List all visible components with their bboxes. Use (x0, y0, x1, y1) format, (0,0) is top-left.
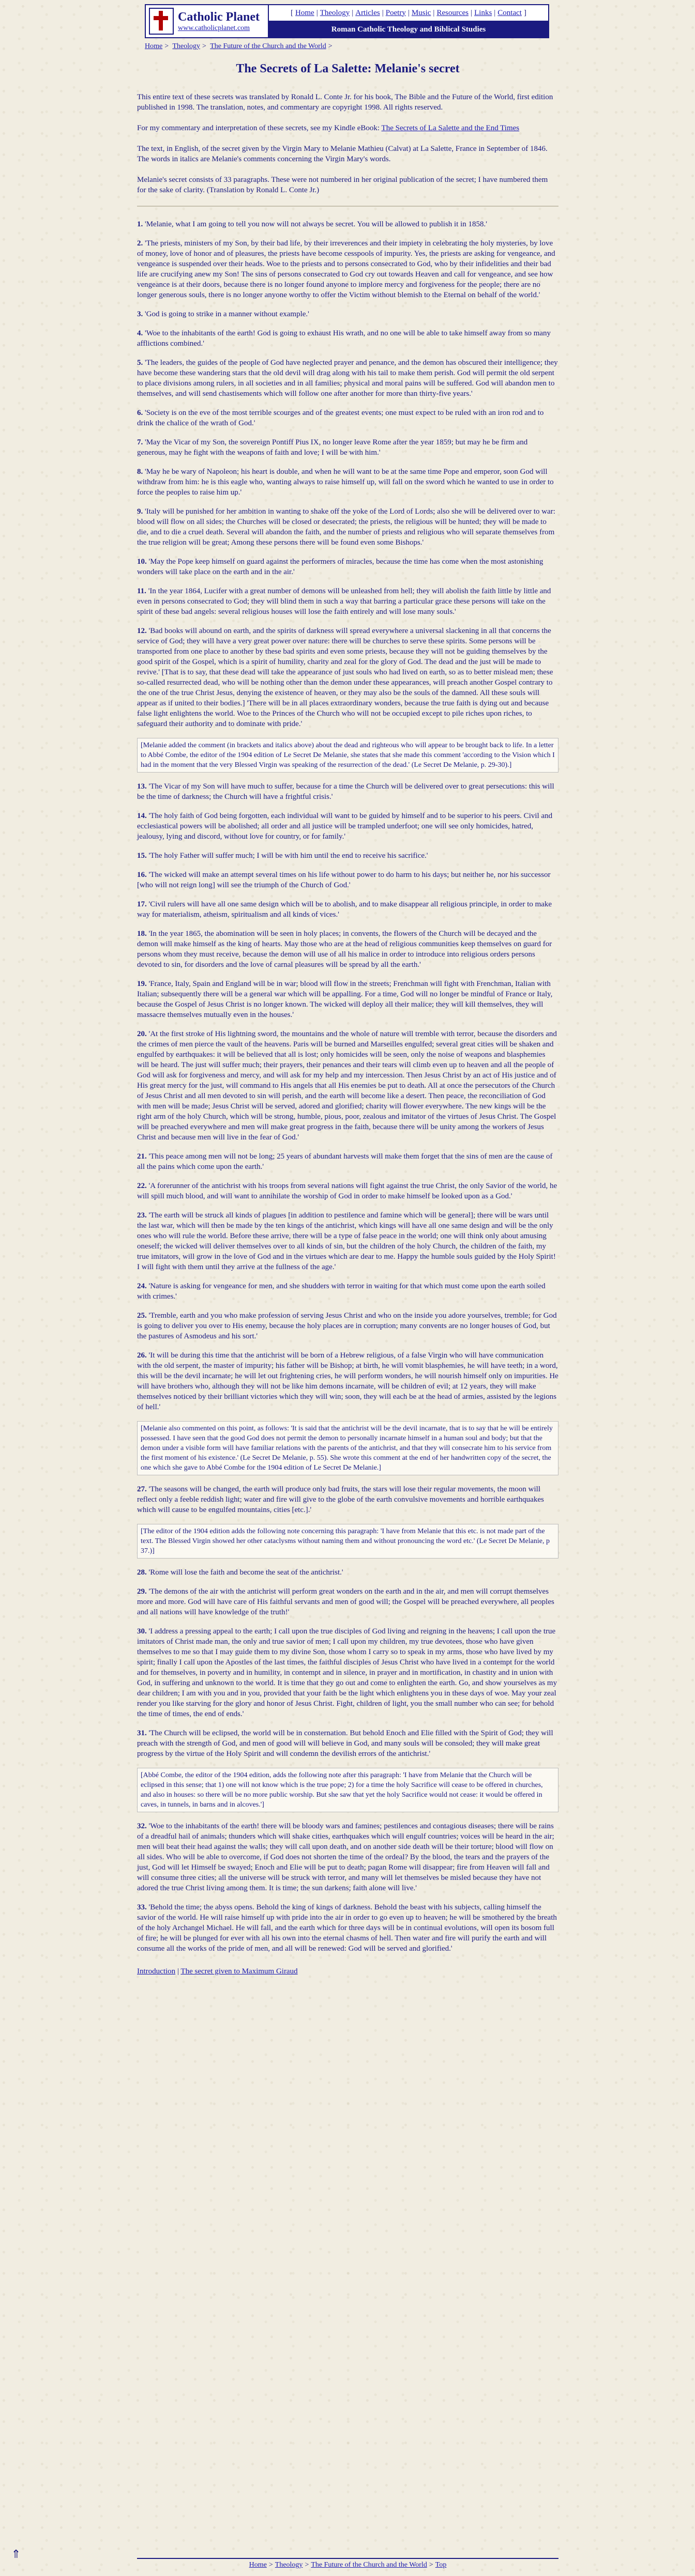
secret-paragraph (137, 1281, 558, 1302)
paragraph-text: 'May the Vicar of my Son, the sovereign Pontiff Pius IX, no longer leave Rome after the year 1859; but may he be firm and generous, may he fight with the weapons of faith and love; I will be with him.' (137, 438, 528, 457)
footer-links: Introduction | The secret given to Maximum Giraud (137, 1967, 298, 1976)
paragraph-number: 8. (137, 468, 143, 476)
paragraph-number: 20. (137, 1030, 147, 1038)
paragraph-number: 1. (137, 220, 143, 228)
paragraph-number: 25. (137, 1312, 147, 1320)
secret-paragraph (137, 1728, 558, 1759)
paragraph-number: 24. (137, 1282, 147, 1290)
paragraph-text: 'The seasons will be changed, the earth will produce only bad fruits, the stars will lose their regular movements, the moon will reflect only a feeble reddish light; water and fire will give to the globe of the earth convulsive movements and horrible earthquakes which will cause to be engulfed mountains, cities [etc.].' (137, 1485, 544, 1514)
paragraph-text: 'The holy faith of God being forgotten, each individual will want to be guided by himself and to be superior to his peers. Civil and ecclesiastical powers will be abolished; all order and all justice will be trampled underfoot; one will see only homicides, hatred, jealousy, lying and discord, without love for country, or for family.' (137, 812, 553, 841)
secret-paragraph (137, 506, 558, 548)
paragraph-text: 'The holy Father will suffer much; I will be with him until the end to receive his sacrifice.' (148, 852, 428, 860)
secret-paragraph (137, 851, 558, 861)
paragraph-text: 'Melanie, what I am going to tell you now will not always be secret. You will be allowed to publish it in 1858.' (145, 220, 487, 228)
breadcrumb: Home > Theology > The Future of the Church and the World > (145, 42, 333, 50)
paragraph-text: 'Italy will be punished for her ambition in wanting to shake off the yoke of the Lord of Lords; also she will be delivered over to war: blood will flow on all sides; the Churches will be closed or desecrated; the priests, the religious will be hunted; they will be made to die, and to die a cruel death. Several will abandon the faith, and the number of priests and religious who will separate themselves from the true religion will be great; Among these persons there will be found even some Bishops.' (137, 507, 555, 547)
secret-paragraph (137, 899, 558, 920)
secret-paragraph (137, 626, 558, 729)
paragraph-text: 'Bad books will abound on earth, and the spirits of darkness will spread everywhere a universal slackening in all that concerns the service of God; they will have a very great power over nature: there will be churches to serve these spirits. Some persons will be transported from one place to another by these bad spirits and even some priests, because they will not be guiding themselves by the good spirit of the Gospel, which is a spirit of humility, charity and zeal for the glory of God. The dead and the just will be made to revive.' [That is to say, that these dead will take the appearance of just souls who had lived on earth, so as to better mislead men; these so-called resurrected dead, who will be nothing other than the demon under these appearances, will preach another Gospel contrary to the one of the true Christ Jesus, denying the existence of heaven, or they may also be the souls of the damned. All these souls will appear as if united to their bodies.] 'There will be in all places extraordinary wonders, because the true faith is dying out and because false light enlightens the world. Woe to the Princes of the Church who will not be occupied except to pile riches upon riches, to safeguard their authority and to dominate with pride.' (137, 627, 553, 728)
secret-paragraph (137, 1350, 558, 1412)
paragraph-number: 15. (137, 852, 147, 860)
paragraph-text: 'May the Pope keep himself on guard against the performers of miracles, because the time has come when the most astonishing wonders will take place on the earth and in the air.' (137, 558, 543, 576)
intro-copyright: This entire text of these secrets was translated by Ronald L. Conte Jr. for his book, The Bible and the Future of the World, first edition published in 1998. The translation, notes, and commentary are copyright 1998. All rights reserved. (137, 93, 553, 112)
paragraph-number: 6. (137, 409, 143, 417)
secret-paragraph (137, 219, 558, 229)
nav-resources[interactable]: Resources (436, 8, 469, 17)
paragraph-number: 9. (137, 507, 143, 516)
paragraph-number: 21. (137, 1152, 147, 1161)
paragraph-number: 29. (137, 1587, 147, 1596)
secret-paragraph (137, 1626, 558, 1719)
paragraph-text: 'The wicked will make an attempt several times on his life without power to do harm to his days; but neither he, nor his successor [who will not reign long] will see the triumph of the Church of God.' (137, 871, 551, 889)
paragraph-number: 33. (137, 1903, 147, 1911)
paragraph-text: [Melanie added the comment (in brackets and italics above) about the dead and righteous who will appear to be brought back to life. In a letter to Abbé Combe, the editor of the 1904 edition of Le Secret De Melanie, she states that she made this comment 'according to the Vision which I had in the moment that the very Blessed Virgin was speaking of the resurrection of the dead.' (Le Secret De Melanie, p. 29-30).] (141, 742, 555, 769)
paragraph-text: [Melanie also commented on this point, as follows: 'It is said that the antichrist will be the devil incarnate, that is to say that he will be entirely possessed. I have seen that the good God does not permit the demon to personally incarnate himself in a human soul and body; but that the demon under a visible form will have familiar relations with the parents of the antichrist, and that they will consecrate him to his service from the first moment of his existence.' (Le Secret De Melanie, p. 55). She wrote this comment at the end of her handwritten copy of the secret, the one which she gave to Abbé Combe for the 1904 edition of Le Secret De Melanie.] (141, 1425, 553, 1472)
site-header (145, 4, 549, 38)
secret-paragraphs (137, 219, 558, 1954)
paragraph-text: 'Behold the time; the abyss opens. Behold the king of kings of darkness. Behold the beast with his subjects, calling himself the savior of the world. He will raise himself up with pride into the air in order to go even up to heaven; he will be smothered by the breath of the holy Archangel Michael. He will fall, and the earth which for three days will be in continual evolutions, will open its bosom full of fire; he will be plunged for ever with all his own into the eternal chasms of hell. Then water and fire will purify the earth and will consume all the works of the pride of men, and all will be renewed: God will be served and glorified.' (137, 1903, 557, 1953)
paragraph-number: 10. (137, 558, 147, 566)
breadcrumb-theology[interactable]: Theology (172, 42, 201, 50)
paragraph-number: 2. (137, 239, 143, 248)
paragraph-text: 'It will be during this time that the antichrist will be born of a Hebrew religious, of a false Virgin who will have communication with the old serpent, the master of impurity; his father will be Bishop; at birth, he will vomit blasphemies, he will have teeth; in a word, this will be the devil incarnate; he will let out frightening cries, he will perform wonders, he will nourish himself only on impurities. He will have brothers who, although they will not be like him demons incarnate, will be children of evil; at 12 years, they will make themselves noticed by their brilliant victories which they will win; soon, they will each be at the head of armies, assisted by the legions of hell.' (137, 1351, 558, 1411)
secret-paragraph (137, 1210, 558, 1272)
paragraph-text: [Abbé Combe, the editor of the 1904 edition, adds the following note after this paragraph: 'I have from Melanie that the Church will be eclipsed in this sense; that 1) one will not know which is the true pope; 2) for a time the holy Sacrifice will cease to be offered in churches, and also in houses: so there will be no more public worship. But she saw that yet the holy Sacrifice would not cease: it would be offered in caves, in tunnels, in barns and in alcoves.'] (141, 1771, 543, 1809)
footer-future[interactable]: The Future of the Church and the World (311, 2561, 427, 2569)
secret-paragraph (137, 781, 558, 802)
intro-description: The text, in English, of the secret given by the Virgin Mary to Melanie Mathieu (Calvat) at La Salette, France in September of 1846. The words in italics are Melanie's comments concerning the Virgin Mary's words. (137, 145, 548, 163)
secret-paragraph (137, 467, 558, 498)
nav-contact[interactable]: Contact (497, 8, 522, 17)
site-url-link[interactable]: www.catholicplanet.com (178, 24, 250, 32)
paragraph-text: 'I address a pressing appeal to the earth; I call upon the true disciples of God living and reigning in the heavens; I call upon the true imitators of Christ made man, the only and true savior of men; I call upon my children, my true devotees, those who have given themselves to me so that I may guide them to my divine Son, those whom I carry so to speak in my arms, those who have lived by my spirit; finally I call upon the Apostles of the last times, the faithful disciples of Jesus Christ who have lived in a contempt for the world and for themselves, in poverty and in humility, in contempt and in silence, in prayer and in mortification, in chastity and in union with God, in suffering and unknown to the world. It is time that they go out and come to enlighten the earth. Go, and show yourselves as my dear children; I am with you and in you, provided that your faith be the light which enlightens you in these days of woe. May your zeal render you like starving for the glory and honor of Jesus Christ. Fight, children of light, you the small number who can see; for behold the time of times, the end of ends.' (137, 1627, 557, 1718)
cross-icon (149, 8, 174, 35)
paragraph-number: 11. (137, 587, 146, 595)
site-logo[interactable] (146, 5, 269, 37)
secret-paragraph (137, 811, 558, 842)
secret-paragraph (137, 557, 558, 577)
paragraph-text: 'Woe to the inhabitants of the earth! God is going to exhaust His wrath, and no one will be able to take himself away from so many afflictions combined.' (137, 329, 551, 348)
introduction-link[interactable]: Introduction (137, 1967, 176, 1976)
secret-paragraph (137, 1567, 558, 1578)
paragraph-number: 17. (137, 900, 147, 908)
paragraph-number: 22. (137, 1182, 147, 1190)
nav-articles[interactable]: Articles (355, 8, 380, 17)
paragraph-number: 5. (137, 359, 143, 367)
paragraph-number: 18. (137, 930, 147, 938)
secret-paragraph (137, 1310, 558, 1341)
nav-links[interactable]: Links (474, 8, 492, 17)
secret-paragraph (137, 1821, 558, 1893)
footer-top[interactable]: Top (435, 2561, 447, 2569)
paragraph-number: 23. (137, 1211, 147, 1220)
paragraph-text: 'Civil rulers will have all one same design which will be to abolish, and to make disappear all religious principle, in order to make way for materialism, atheism, spiritualism and all kinds of vices.' (137, 900, 552, 919)
paragraph-number: 13. (137, 782, 147, 791)
secret-paragraph (137, 870, 558, 890)
secret-paragraph (137, 1902, 558, 1954)
paragraph-number: 32. (137, 1822, 147, 1830)
top-nav: [ Home | Theology | Articles | Poetry | Music | Resources | Links | Contact ] (269, 5, 548, 22)
footer-nav: Home > Theology > The Future of the Church and the World > Top (137, 2558, 558, 2571)
paragraph-number: 30. (137, 1627, 147, 1636)
nav-poetry[interactable]: Poetry (385, 8, 406, 17)
nav-theology[interactable]: Theology (320, 8, 350, 17)
main-content (137, 61, 558, 1977)
secret-paragraph (137, 309, 558, 319)
paragraph-text: 'Woe to the inhabitants of the earth! there will be bloody wars and famines; pestilences and contagious diseases; there will be rains of a dreadful hail of animals; thunders which will shake cities, earthquakes which will engulf countries; voices will be heard in the air; men will beat their head against the walls; they will call upon death, and on another side death will be their torture; blood will flow on all sides. Who will be able to overcome, if God does not shorten the time of the ordeal? By the blood, the tears and the prayers of the just, God will let Himself be swayed; Enoch and Elie will be put to death; pagan Rome will disappear; fire from Heaven will fall and will consume three cities; all the universe will be struck with terror, and many will let themselves be misled because they have not adored the true Christ living among them. It is time; the sun darkens; faith alone will live.' (137, 1822, 554, 1892)
paragraph-number: 28. (137, 1568, 147, 1577)
paragraph-text: 'Tremble, earth and you who make profession of serving Jesus Christ and who on the inside you adore yourselves, tremble; for God is going to deliver you over to His enemy, because the holy places are in corruption; many convents are no longer houses of God, but the pastures of Asmodeus and his sort.' (137, 1312, 557, 1340)
paragraph-number: 19. (137, 980, 147, 988)
paragraph-number: 7. (137, 438, 143, 446)
paragraph-text: 'The priests, ministers of my Son, by their bad life, by their irreverences and their impiety in celebrating the holy mysteries, by love of money, love of honor and of pleasures, the priests have become cesspools of impurity. Yes, the priests are asking for vengeance, and vengeance is suspended over their heads. Woe to the priests and to persons consecrated to God, who by their infidelities and their bad life are crucifying anew my Son! The sins of persons consecrated to God cry out towards Heaven and call for vengeance, and see how vengeance is at their doors, because there is no longer found anyone to implore mercy and forgiveness for the people; there are no longer generous souls, there is no longer anyone worthy to offer the Victim without blemish to the Eternal on behalf of the world.' (137, 239, 555, 299)
intro-section (137, 92, 558, 195)
paragraph-text: 'May he be wary of Napoleon; his heart is double, and when he will want to be at the same time Pope and emperor, soon God will withdraw from him: he is this eagle who, wanting always to raise himself up, will fall on the sword which he wanted to use in order to force the peoples to raise him up.' (137, 468, 554, 497)
paragraph-text: 'The leaders, the guides of the people of God have neglected prayer and penance, and the demon has obscured their intelligence; they have become these wandering stars that the old devil will drag along with his tail to make them perish. God will permit the old serpent to place divisions among rulers, in all societies and in all families; physical and moral pains will be suffered. God will abandon men to themselves, and will send chastisements which will follow one after another for more than thirty-five years.' (137, 359, 558, 398)
paragraph-text: 'Nature is asking for vengeance for men, and she shudders with terror in waiting for that which must come upon the earth soiled with crimes.' (137, 1282, 546, 1301)
paragraph-text: [The editor of the 1904 edition adds the following note concerning this paragraph: 'I have from Melanie that this etc. is not made part of the text. The Blessed Virgin showed her other cataclysms without naming them and without pronouncing the word etc.' (Le Secret De Melanie, p 37.)] (141, 1528, 550, 1555)
paragraph-text: 'In the year 1865, the abomination will be seen in holy places; in convents, the flowers of the Church will be decayed and the demon will make himself as the king of hearts. May those who are at the head of religious communities keep themselves on guard for persons whom they must receive, because the demon will use of all his malice in order to introduce into religious orders persons devoted to sin, for disorders and the love of carnal pleasures will be spread by all the earth.' (137, 930, 552, 969)
footer-theology[interactable]: Theology (275, 2561, 303, 2569)
secret-paragraph (137, 1181, 558, 1201)
secret-paragraph (137, 437, 558, 458)
paragraph-number: 31. (137, 1729, 147, 1737)
paragraph-number: 4. (137, 329, 143, 337)
secret-paragraph (137, 1029, 558, 1143)
paragraph-text: 'God is going to strike in a manner without example.' (145, 310, 309, 318)
paragraph-number: 14. (137, 812, 147, 820)
paragraph-text: 'This peace among men will not be long; 25 years of abundant harvests will make them forget that the sins of men are the cause of all the pains which come upon the earth.' (137, 1152, 553, 1171)
secret-paragraph (137, 929, 558, 970)
breadcrumb-home[interactable]: Home (145, 42, 163, 50)
paragraph-number: 26. (137, 1351, 147, 1360)
nav-home[interactable]: Home (295, 8, 314, 17)
secret-paragraph (137, 238, 558, 300)
nav-music[interactable]: Music (411, 8, 431, 17)
editor-note (137, 1768, 558, 1812)
intro-ebook: For my commentary and interpretation of these secrets, see my Kindle eBook: The Secrets of La Salette and the End Times (137, 124, 520, 132)
page-title: The Secrets of La Salette: Melanie's secret (236, 62, 460, 75)
paragraph-number: 3. (137, 310, 143, 318)
secret-paragraph (137, 586, 558, 617)
paragraph-text: 'France, Italy, Spain and England will be in war; blood will flow in the streets; Frenchman will fight with Frenchman, Italian with Italian; subsequently there will be a general war which will be appalling. For a time, God will no longer be mindful of France or Italy, because the Gospel of Jesus Christ is no longer known. The wicked will deploy all their malice; they will kill themselves, they will massacre themselves mutually even in the houses.' (137, 980, 553, 1019)
secret-paragraph (137, 408, 558, 428)
paragraph-text: 'The Church will be eclipsed, the world will be in consternation. But behold Enoch and Elie filled with the Spirit of God; they will preach with the strength of God, and men of good will will believe in God, and many souls will be consoled; they will make great progress by the virtue of the Holy Spirit and will condemn the devilish errors of the antichrist.' (137, 1729, 553, 1758)
ebook-link[interactable]: The Secrets of La Salette and the End Times (381, 124, 520, 132)
secret-paragraph (137, 1484, 558, 1515)
paragraph-text: 'At the first stroke of His lightning sword, the mountains and the whole of nature will tremble with terror, because the disorders and the crimes of men pierce the vault of the heavens. Paris will be burned and Marseilles engulfed; several great cities will be shaken and engulfed by earthquakes: it will be believed that all is lost; only homicides will be seen, only the noise of weapons and blasphemies will be heard. The just will suffer much; their prayers, their penances and their tears will climb even up to heaven and all the people of God will ask for forgiveness and mercy, and will ask for my help and my intercession. Then Jesus Christ by an act of His justice and of His great mercy for the just, will command to His angels that all His enemies be put to death. All at once the persecutors of the Church of Jesus Christ and all men devoted to sin will perish, and the earth will become like a desert. Then peace, the reconciliation of God with men will be made; Jesus Christ will be served, adored and glorified; charity will flower everywhere. The new kings will be the right arm of the holy Church, which will be strong, humble, pious, poor, zealous and imitator of the virtues of Jesus Christ. The Gospel will be preached everywhere and men will make great progress in the faith, because there will be unity among the workers of Jesus Christ and because men will live in the fear of God.' (137, 1030, 557, 1142)
site-name: Catholic Planet (178, 10, 260, 24)
maximin-secret-link[interactable]: The secret given to Maximum Giraud (180, 1967, 298, 1976)
paragraph-text: 'In the year 1864, Lucifer with a great number of demons will be unleashed from hell; they will abolish the faith little by little and even in persons consecrated to God; they will blind them in such a way that barring a particular grace these persons will take on the spirit of these bad angels: several religious houses will lose the faith entirely and will lose many souls.' (137, 587, 551, 616)
paragraph-number: 27. (137, 1485, 147, 1493)
paragraph-text: 'A forerunner of the antichrist with his troops from several nations will fight against the true Christ, the only Savior of the world, he will spill much blood, and will want to annihilate the worship of God in order to make himself be looked upon as a God.' (137, 1182, 557, 1200)
secret-paragraph (137, 328, 558, 349)
paragraph-number: 16. (137, 871, 147, 879)
paragraph-number: 12. (137, 627, 147, 635)
secret-paragraph (137, 1151, 558, 1172)
paragraph-text: 'The demons of the air with the antichrist will perform great wonders on the earth and in the air, and men will corrupt themselves more and more. God will have care of His faithful servants and men of good will; the Gospel will be preached everywhere, all peoples and all nations will have knowledge of the truth!' (137, 1587, 554, 1616)
secret-paragraph (137, 358, 558, 399)
editor-note (137, 738, 558, 773)
paragraph-text: 'The Vicar of my Son will have much to suffer, because for a time the Church will be delivered over to great persecutions: this will be the time of darkness; the Church will have a frightful crisis.' (137, 782, 554, 801)
secret-paragraph (137, 979, 558, 1020)
intro-numbering: Melanie's secret consists of 33 paragraphs. These were not numbered in her original publication of the secret; I have numbered them for the sake of clarity. (Translation by Ronald L. Conte Jr.) (137, 176, 548, 194)
breadcrumb-future[interactable]: The Future of the Church and the World (210, 42, 326, 50)
editor-note (137, 1524, 558, 1559)
site-tagline: Roman Catholic Theology and Biblical Studies (269, 22, 548, 37)
paragraph-text: 'Society is on the eve of the most terrible scourges and of the greatest events; one must expect to be ruled with an iron rod and to drink the chalice of the wrath of God.' (137, 409, 544, 427)
divider (137, 206, 558, 207)
editor-note (137, 1421, 558, 1475)
secret-paragraph (137, 1586, 558, 1617)
scroll-top-icon[interactable]: ⇑ (11, 2548, 21, 2560)
paragraph-text: 'The earth will be struck all kinds of plagues [in addition to pestilence and famine which will be general]; there will be wars until the last war, which will then be made by the ten kings of the antichrist, which kings will have all one same design and will be the only ones who will rule the world. Before these arrive, there will be a type of false peace in the world; one will think only about amusing oneself; the wicked will deliver themselves over to all kinds of sin, but the children of the holy Church, the children of the faith, my true imitators, will grow in the love of God and in the virtues which are dear to me. Happy the humble souls guided by the Holy Spirit! I will fight with them until they arrive at the fullness of the age.' (137, 1211, 556, 1271)
paragraph-text: 'Rome will lose the faith and become the seat of the antichrist.' (148, 1568, 343, 1577)
footer-home[interactable]: Home (249, 2561, 267, 2569)
